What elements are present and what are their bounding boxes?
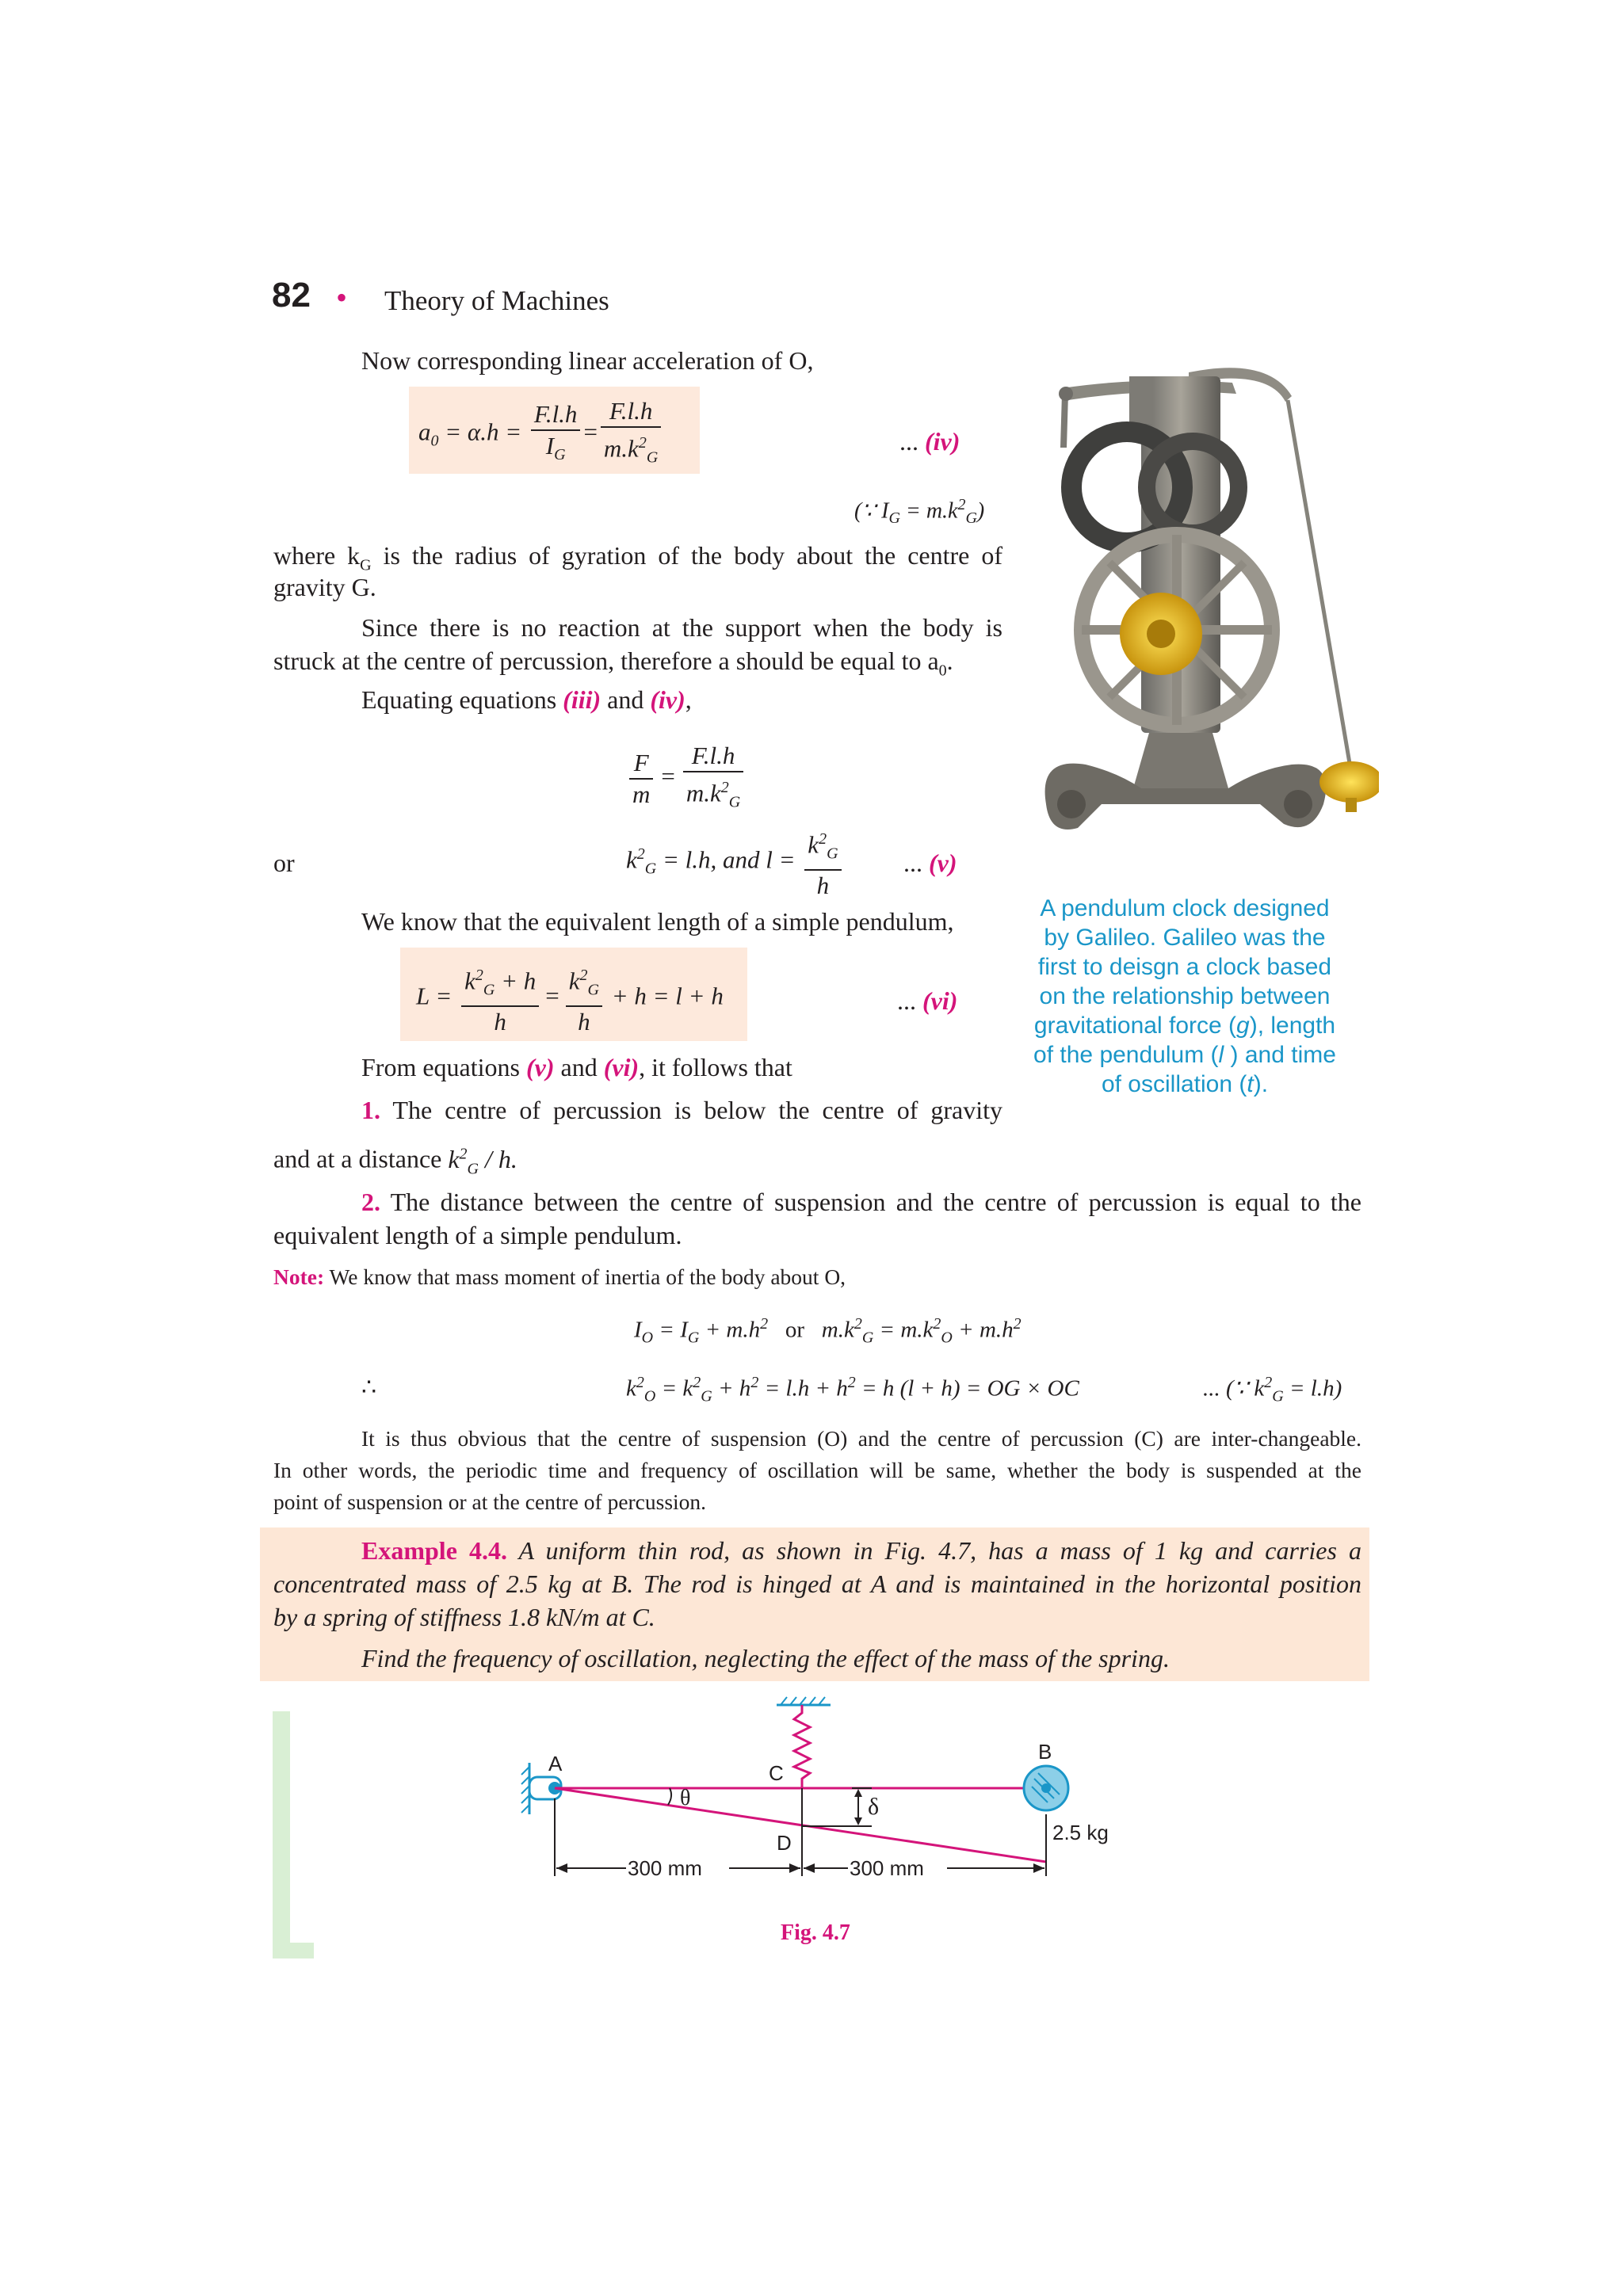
label-dim1: 300 mm [628, 1856, 702, 1880]
obvious-line3: point of suspension or at the centre of percussion. [273, 1489, 707, 1514]
page-number: 82 [272, 276, 311, 315]
obvious-line1: It is thus obvious that the centre of suspension (O) and the centre of percussion (C) are inter-changeable. [361, 1426, 1361, 1451]
equating-text: Equating equations (iii) and (iv), [361, 685, 692, 714]
note-text: Note: We know that mass moment of inertia of the body about O, [273, 1264, 846, 1289]
eq-iv-tag: ... (iv) [899, 427, 960, 456]
para-kg-line2: gravity G. [273, 573, 376, 601]
label-theta: θ [680, 1786, 691, 1810]
para-reaction-line1: Since there is no reaction at the support when the body is [361, 613, 1002, 642]
book-title: Theory of Machines [384, 285, 609, 316]
caption-line: first to deisgn a clock based [1037, 954, 1332, 980]
point2-line2: equivalent length of a simple pendulum. [273, 1221, 682, 1249]
caption-line: of oscillation (t). [1101, 1071, 1269, 1097]
para-kg-line1: where $k_G$ is the radius of gyration of the body about the centre of [273, 541, 1003, 574]
because-ig: (∵ $I_G = m.k^2_G$) [854, 496, 985, 527]
theta-arc [668, 1788, 671, 1805]
eq-fm: $\frac{F}{m}$ = $\frac{F.l.h}{m.k^2_G}$ [626, 741, 747, 818]
eq-vi-tag: ... (vi) [897, 986, 958, 1015]
label-c: C [769, 1761, 784, 1785]
rod-spring-diagram [507, 1688, 1109, 1886]
caption-line: on the relationship between [1039, 983, 1331, 1009]
eq-ko-therefore: ∴ [361, 1375, 377, 1401]
intro-text: Now corresponding linear acceleration of O, [361, 346, 814, 375]
caption-line: by Galileo. Galileo was the [1044, 925, 1326, 951]
caption-line: gravitational force (g), length [1033, 1013, 1336, 1039]
we-know-text: We know that the equivalent length of a simple pendulum, [361, 907, 954, 936]
label-dim2: 300 mm [850, 1856, 924, 1880]
eq-ko-tag: ... (∵ $k^2_G = l.h$) [1203, 1374, 1342, 1405]
obvious-line2: In other words, the periodic time and frequency of oscillation will be same, whether the body is suspended at the [273, 1458, 1361, 1482]
pendulum-clock-illustration [1030, 360, 1379, 883]
label-delta: δ [868, 1794, 880, 1820]
label-b: B [1038, 1740, 1052, 1764]
label-mass: 2.5 kg [1052, 1821, 1109, 1844]
point1-line1: 1. The centre of percussion is below the centre of gravity [361, 1096, 1002, 1124]
clock-caption [1014, 894, 1355, 1099]
eq-vi: L = $\frac{k^2_G + h}{h}$ = $\frac{k^2_G}{h}$ + h = l + h [416, 960, 724, 1037]
header-bullet: • [336, 280, 348, 315]
example-line4: Find the frequency of oscillation, neglecting the effect of the mass of the spring. [361, 1644, 1170, 1672]
point1-line2: and at a distance $k^2_G$ / h. [273, 1144, 517, 1178]
label-a: A [548, 1752, 563, 1775]
eq-v-or: or [273, 849, 295, 877]
eq-io: $I_O = I_G + m.h^2$ or $m.k^2_G = m.k^2_O + m.h^2$ [634, 1315, 1022, 1347]
example-line1: Example 4.4. A uniform thin rod, as shown in Fig. 4.7, has a mass of 1 kg and carries a [361, 1536, 1362, 1565]
figure-caption: Fig. 4.7 [781, 1920, 850, 1945]
sidebar-bracket [273, 1711, 290, 1958]
example-line3: by a spring of stiffness 1.8 kN/m at C. [273, 1603, 655, 1631]
eq-ko: $k^2_O = k^2_G + h^2 = l.h + h^2 = h$ (l + h) = OG × OC [626, 1374, 1079, 1405]
example-line2: concentrated mass of 2.5 kg at B. The rod is hinged at A and is maintained in the horizontal position [273, 1569, 1361, 1598]
point2-line1: 2. The distance between the centre of suspension and the centre of percussion is equal to the [361, 1188, 1361, 1216]
spring [794, 1705, 810, 1788]
eq-v: $k^2_G = l.h$, and l = $\frac{k^2_G}{h}$ [626, 824, 845, 901]
para-reaction-line2: struck at the centre of percussion, therefore a should be equal to $a_0$. [273, 646, 953, 680]
eq-iv: $a_0 = \alpha.h$ = $\frac{F.l.h}{I_G}$ = $\frac{F.l.h}{m.k^2_G}$ [418, 396, 664, 473]
caption-line: A pendulum clock designed [1040, 895, 1330, 921]
rod-displaced [555, 1788, 1046, 1862]
eq-v-tag: ... (v) [903, 849, 957, 877]
sidebar-bracket-foot [273, 1943, 314, 1958]
from-eq-text: From equations (v) and (vi), it follows that [361, 1053, 792, 1081]
caption-line: of the pendulum (l ) and time [1033, 1042, 1336, 1068]
label-d: D [777, 1831, 792, 1855]
